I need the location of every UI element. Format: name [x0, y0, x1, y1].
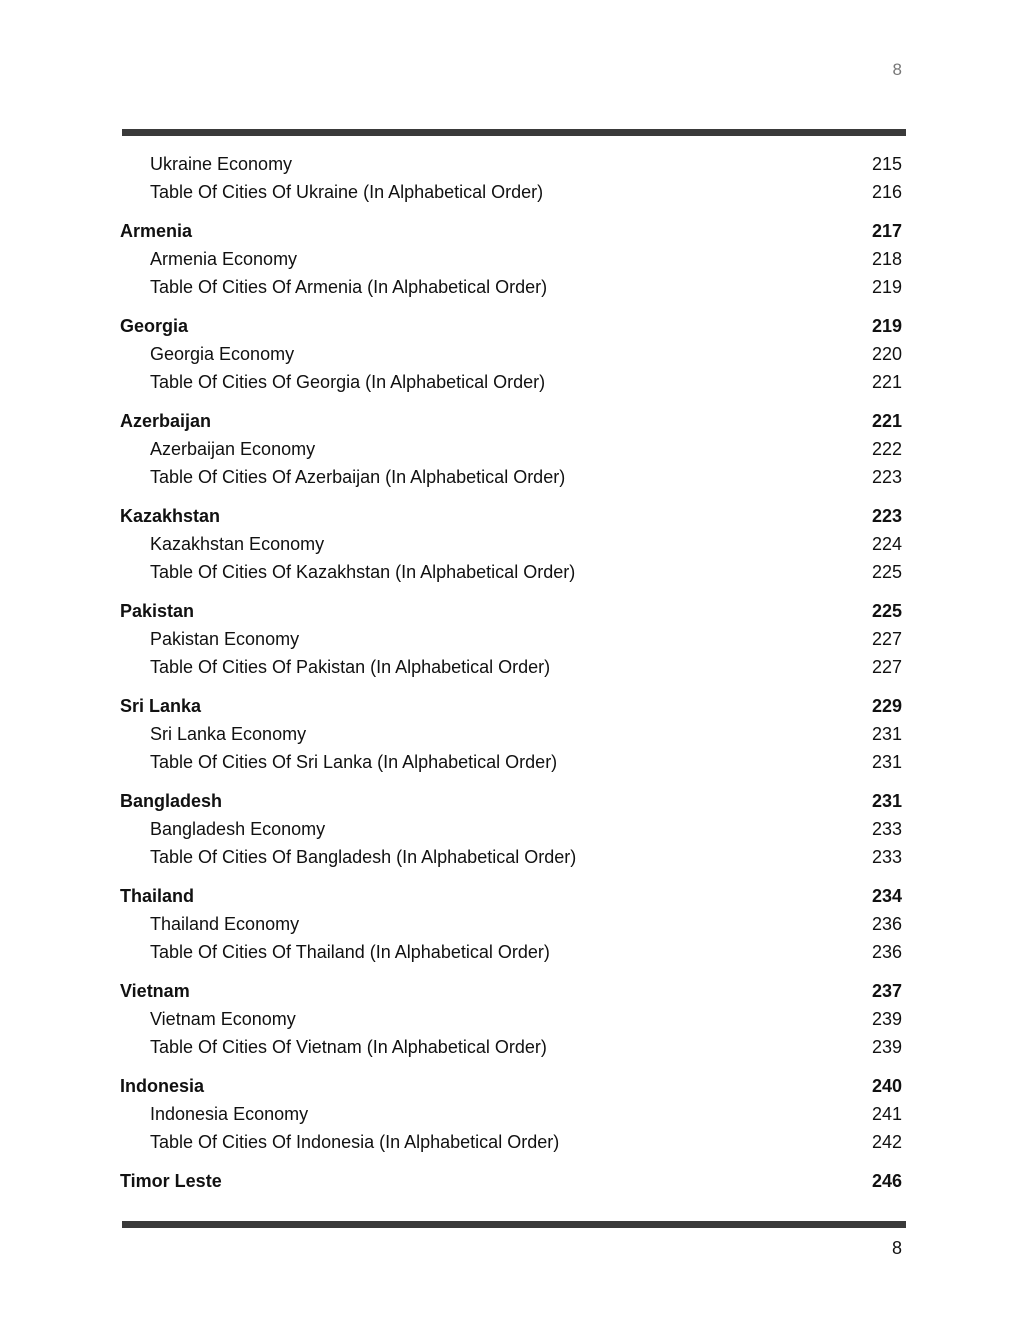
- page-ref: 239: [871, 1037, 902, 1057]
- section-title: Kazakhstan: [120, 506, 221, 526]
- toc-section: [120, 977, 904, 1061]
- page-ref: 222: [871, 439, 902, 459]
- entry-label: Sri Lanka Economy: [150, 724, 307, 744]
- toc-section: [120, 217, 904, 301]
- toc-section-heading[interactable]: [120, 502, 904, 530]
- table-of-contents: [120, 150, 904, 1195]
- toc-entry[interactable]: [120, 150, 904, 178]
- toc-section-heading[interactable]: [120, 692, 904, 720]
- page-number-top: 8: [892, 60, 902, 79]
- page-ref: 234: [871, 886, 902, 906]
- page-ref: 242: [871, 1132, 902, 1152]
- page-ref: 221: [871, 411, 902, 431]
- entry-label: Table Of Cities Of Vietnam (In Alphabetical Order): [150, 1037, 547, 1057]
- toc-entry[interactable]: [120, 1033, 904, 1061]
- page-ref: 233: [871, 819, 902, 839]
- toc-section: [120, 787, 904, 871]
- toc-section: [120, 312, 904, 396]
- entry-label: Ukraine Economy: [150, 154, 293, 174]
- section-title: Indonesia: [120, 1076, 205, 1096]
- entry-label: Thailand Economy: [150, 914, 300, 934]
- page-ref: 229: [871, 696, 902, 716]
- entry-label: Pakistan Economy: [150, 629, 300, 649]
- entry-label: Table Of Cities Of Indonesia (In Alphabetical Order): [150, 1132, 560, 1152]
- entry-label: Table Of Cities Of Azerbaijan (In Alphabetical Order): [150, 467, 566, 487]
- entry-label: Table Of Cities Of Sri Lanka (In Alphabetical Order): [150, 752, 558, 772]
- page-ref: 225: [871, 601, 902, 621]
- toc-section-heading[interactable]: [120, 1167, 904, 1195]
- toc-entry[interactable]: [120, 748, 904, 776]
- section-title: Armenia: [120, 221, 193, 241]
- section-title: Bangladesh: [120, 791, 223, 811]
- section-title: Pakistan: [120, 601, 195, 621]
- toc-section: [120, 1167, 904, 1195]
- page-ref: 246: [871, 1171, 902, 1191]
- toc-section-heading[interactable]: [120, 1072, 904, 1100]
- entry-label: Table Of Cities Of Kazakhstan (In Alphabetical Order): [150, 562, 576, 582]
- toc-section-heading[interactable]: [120, 407, 904, 435]
- entry-label: Kazakhstan Economy: [150, 534, 325, 554]
- page-ref: 241: [871, 1104, 902, 1124]
- section-title: Thailand: [120, 886, 195, 906]
- page-number-bottom: 8: [891, 1238, 902, 1258]
- page-ref: 219: [871, 316, 902, 336]
- page-ref: 236: [871, 914, 902, 934]
- footer-rule: [122, 1221, 906, 1228]
- page-ref: 239: [871, 1009, 902, 1029]
- toc-entry[interactable]: [120, 273, 904, 301]
- toc-entry[interactable]: [120, 843, 904, 871]
- page-ref: 220: [871, 344, 902, 364]
- toc-entry[interactable]: [120, 815, 904, 843]
- page-ref: 237: [871, 981, 902, 1001]
- toc-section: [120, 502, 904, 586]
- toc-entry[interactable]: [120, 340, 904, 368]
- toc-section: [120, 692, 904, 776]
- page-ref: 216: [871, 182, 902, 202]
- entry-label: Azerbaijan Economy: [150, 439, 316, 459]
- page-ref: 236: [871, 942, 902, 962]
- toc-entry[interactable]: [120, 1005, 904, 1033]
- page-ref: 231: [871, 724, 902, 744]
- page-ref: 227: [871, 657, 902, 677]
- section-title: Azerbaijan: [120, 411, 212, 431]
- entry-label: Table Of Cities Of Thailand (In Alphabetical Order): [150, 942, 550, 962]
- toc-entry[interactable]: [120, 938, 904, 966]
- page-ref: 231: [871, 791, 902, 811]
- entry-label: Indonesia Economy: [150, 1104, 309, 1124]
- toc-entry[interactable]: [120, 463, 904, 491]
- entry-label: Bangladesh Economy: [150, 819, 326, 839]
- page-ref: 225: [871, 562, 902, 582]
- page-ref: 224: [871, 534, 902, 554]
- page-ref: 227: [871, 629, 902, 649]
- toc-entry[interactable]: [120, 558, 904, 586]
- entry-label: Table Of Cities Of Ukraine (In Alphabetical Order): [150, 182, 544, 202]
- page-ref: 217: [871, 221, 902, 241]
- toc-section: [120, 882, 904, 966]
- toc-entry[interactable]: [120, 720, 904, 748]
- toc-section-heading[interactable]: [120, 597, 904, 625]
- page-ref: 218: [871, 249, 902, 269]
- section-title: Georgia: [120, 316, 189, 336]
- leading-entries: [120, 150, 904, 206]
- toc-section-heading[interactable]: [120, 787, 904, 815]
- entry-label: Table Of Cities Of Armenia (In Alphabetical Order): [150, 277, 548, 297]
- entry-label: Table Of Cities Of Pakistan (In Alphabetical Order): [150, 657, 551, 677]
- page-ref: 215: [871, 154, 902, 174]
- entry-label: Vietnam Economy: [150, 1009, 296, 1029]
- page-ref: 223: [871, 467, 902, 487]
- section-title: Timor Leste: [120, 1171, 222, 1191]
- page-ref: 219: [871, 277, 902, 297]
- header-rule: [122, 129, 906, 136]
- page-ref: 240: [871, 1076, 902, 1096]
- toc-section-heading[interactable]: [120, 882, 904, 910]
- page-ref: 221: [871, 372, 902, 392]
- toc-entry[interactable]: [120, 1128, 904, 1156]
- toc-section: [120, 597, 904, 681]
- toc-section: [120, 1072, 904, 1156]
- toc-entry[interactable]: [120, 178, 904, 206]
- toc-entry[interactable]: [120, 245, 904, 273]
- toc-section: [120, 407, 904, 491]
- entry-label: Table Of Cities Of Bangladesh (In Alphabetical Order): [150, 847, 577, 867]
- section-title: Sri Lanka: [120, 696, 202, 716]
- entry-label: Georgia Economy: [150, 344, 295, 364]
- toc-entry[interactable]: [120, 368, 904, 396]
- toc-entry[interactable]: [120, 1100, 904, 1128]
- section-title: Vietnam: [120, 981, 190, 1001]
- toc-section-heading[interactable]: [120, 977, 904, 1005]
- page-ref: 233: [871, 847, 902, 867]
- toc-entry[interactable]: [120, 625, 904, 653]
- toc-sections: [120, 217, 904, 1195]
- entry-label: Table Of Cities Of Georgia (In Alphabetical Order): [150, 372, 546, 392]
- toc-section-heading[interactable]: [120, 217, 904, 245]
- toc-entry[interactable]: [120, 910, 904, 938]
- toc-entry[interactable]: [120, 530, 904, 558]
- toc-section-heading[interactable]: [120, 312, 904, 340]
- page-ref: 231: [871, 752, 902, 772]
- toc-entry[interactable]: [120, 435, 904, 463]
- toc-entry[interactable]: [120, 653, 904, 681]
- page-ref: 223: [871, 506, 902, 526]
- entry-label: Armenia Economy: [150, 249, 298, 269]
